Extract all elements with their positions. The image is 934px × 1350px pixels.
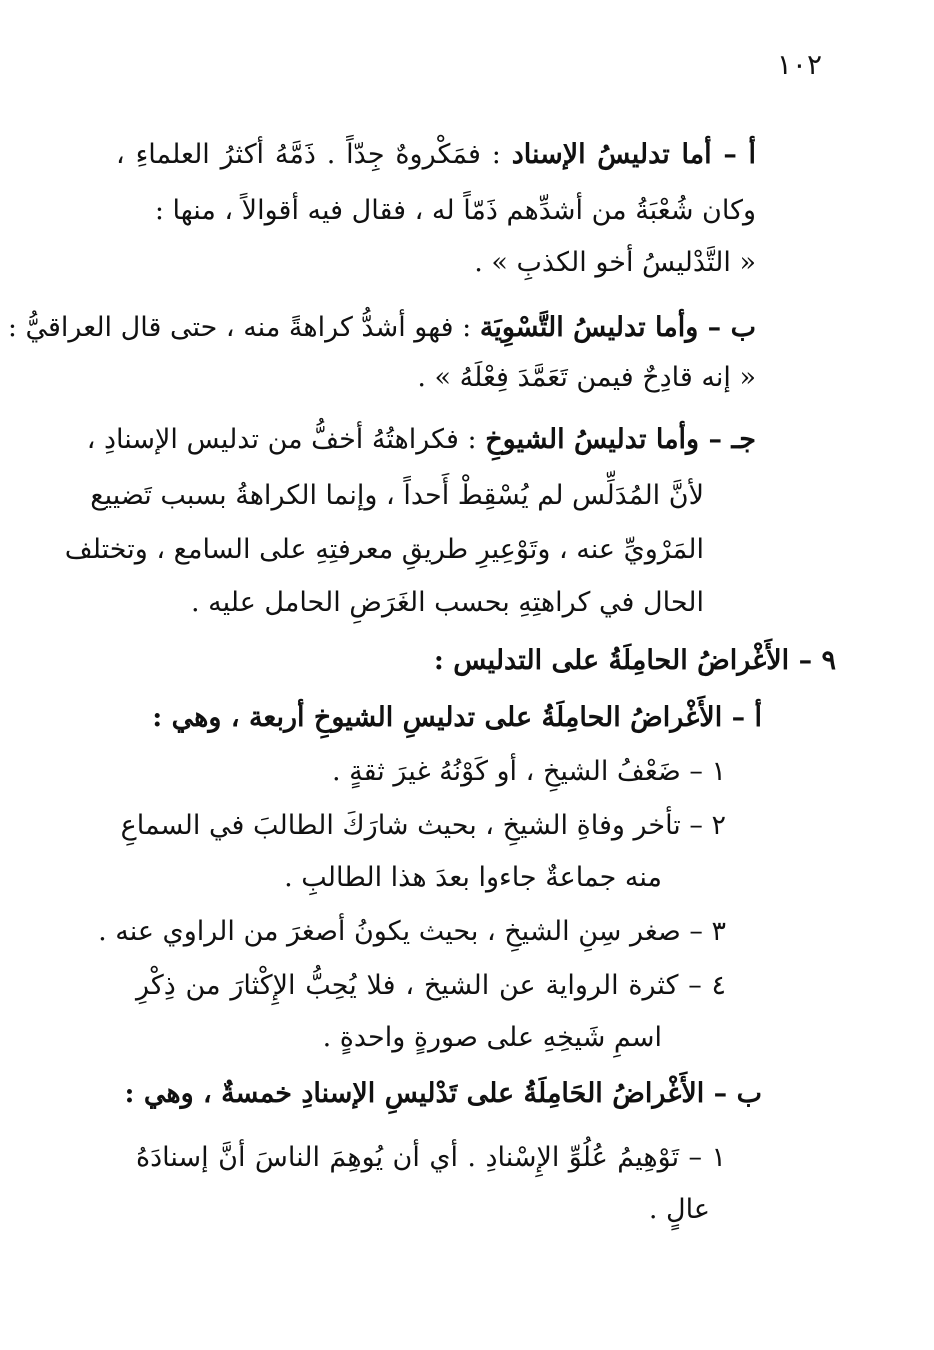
section-heading: ٩ – الأَغْراضُ الحامِلَةُ على التدليس : bbox=[433, 645, 836, 676]
text-line: جـ – وأما تدليسُ الشيوخِ : فكراهتُهُ أخفُّ من تدليس الإسنادِ ، bbox=[86, 424, 756, 455]
page-number: ١٠٢ bbox=[776, 48, 822, 81]
list-item: ٢ – تأخر وفاةِ الشيخِ ، بحيث شارَكَ الطالبَ في السماعِ bbox=[120, 810, 726, 841]
list-item-continuation: اسمِ شَيخِهِ على صورةٍ واحدةٍ . bbox=[322, 1022, 662, 1053]
list-item: ٣ – صغر سِنِ الشيخِ ، بحيث يكونُ أصغرَ من الراوي عنه . bbox=[98, 916, 726, 947]
list-item-continuation: عالٍ . bbox=[648, 1194, 710, 1225]
text-line: ب – وأما تدليسُ التَّسْوِيَة : فهو أشدُّ كراهةً منه ، حتى قال العراقيُّ : bbox=[7, 312, 756, 343]
text-line: وكان شُعْبَةُ من أشدِّهم ذَمّاً له ، فقال فيه أقوالاً ، منها : bbox=[154, 195, 756, 226]
subsection-heading: أ – الأَغْراضُ الحامِلَةُ على تدليسِ الشيوخِ أربعة ، وهي : bbox=[152, 702, 762, 733]
text-line: الحال في كراهتِهِ بحسب الغَرَضِ الحامل عليه . bbox=[191, 587, 704, 618]
text-line: « إنه قادِحٌ فيمن تَعَمَّدَ فِعْلَهُ » . bbox=[417, 362, 756, 393]
list-item-continuation: منه جماعةٌ جاءوا بعدَ هذا الطالبِ . bbox=[284, 862, 662, 893]
list-item: ٤ – كثرة الرواية عن الشيخ ، فلا يُحِبُّ الإِكْثارَ من ذِكْرِ bbox=[136, 970, 726, 1001]
subsection-heading: ب – الأَغْراضُ الحَامِلَةُ على تَدْليسِ الإسنادِ خمسةٌ ، وهي : bbox=[124, 1078, 762, 1109]
text-line: « التَّدْليسُ أخو الكذبِ » . bbox=[474, 247, 756, 278]
text-line: المَرْويِّ عنه ، وتَوْعِيرِ طريقِ معرفتِهِ على السامع ، وتختلف bbox=[64, 534, 704, 565]
list-item: ١ – تَوْهِيمُ عُلُوِّ الإِسْنادِ . أي أن يُوهِمَ الناسَ أنَّ إسنادَهُ bbox=[136, 1142, 726, 1173]
text-line: أ – أما تدليسُ الإسناد : فمَكْروهٌ جِدّاً . ذَمَّهُ أكثرُ العلماءِ ، bbox=[116, 139, 756, 170]
list-item: ١ – ضَعْفُ الشيخِ ، أو كَوْنُهُ غيرَ ثقةٍ . bbox=[332, 756, 726, 787]
text-line: لأنَّ المُدَلِّس لم يُسْقِطْ أَحداً ، وإنما الكراهةُ بسبب تَضييع bbox=[90, 480, 704, 511]
